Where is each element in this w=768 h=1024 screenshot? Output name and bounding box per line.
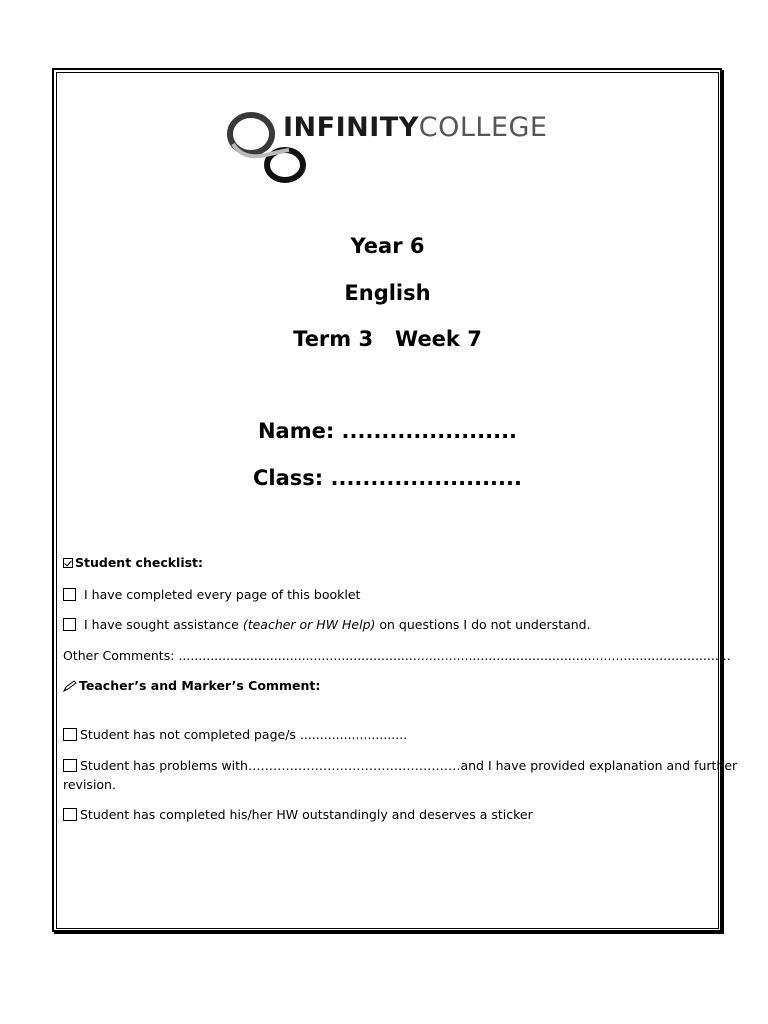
logo-text-bold: INFINITY bbox=[283, 112, 419, 143]
college-logo bbox=[227, 108, 557, 186]
other-comments-line: Other Comments: ........................................................................................................................................... bbox=[63, 648, 731, 663]
checkbox-icon[interactable] bbox=[63, 588, 76, 601]
checkbox-icon[interactable] bbox=[63, 618, 76, 631]
teacher-heading-text: Teacher’s and Marker’s Comment: bbox=[79, 678, 321, 693]
logo-wordmark bbox=[283, 112, 547, 144]
teacher-item-problems-continued: revision. bbox=[63, 777, 116, 792]
teacher-item-outstanding bbox=[63, 807, 533, 823]
page-border-shadow-bottom bbox=[54, 931, 724, 934]
teacher-comment-heading bbox=[63, 678, 320, 696]
checklist-item-label: I have completed every page of this booklet bbox=[84, 587, 361, 602]
checklist-heading-text: Student checklist: bbox=[75, 555, 204, 570]
checked-box-icon bbox=[63, 558, 73, 568]
checkbox-icon[interactable] bbox=[63, 808, 77, 821]
checkbox-icon[interactable] bbox=[63, 759, 77, 772]
year-heading: Year 6 bbox=[350, 234, 425, 258]
page-border-inner bbox=[56, 72, 719, 929]
checklist-item-italic: (teacher or HW Help) bbox=[242, 617, 376, 632]
subject-heading: English bbox=[344, 281, 431, 305]
logo-text-light: COLLEGE bbox=[418, 112, 548, 143]
checklist-item-label-end: on questions I do not understand. bbox=[375, 617, 591, 632]
teacher-item-not-completed bbox=[63, 727, 407, 743]
term-week-heading: Term 3 Week 7 bbox=[293, 327, 482, 351]
name-field: Name: ...................... bbox=[257, 419, 518, 443]
teacher-item-label: Student has not completed page/s ........................... bbox=[80, 727, 408, 742]
class-field: Class: ........................ bbox=[253, 466, 522, 490]
teacher-item-problems bbox=[63, 758, 737, 774]
page-border-shadow-right bbox=[721, 70, 724, 934]
checklist-item-completed bbox=[63, 587, 360, 603]
student-checklist-heading bbox=[63, 555, 203, 571]
pencil-icon bbox=[63, 680, 77, 696]
teacher-item-label: Student has completed his/her HW outstandingly and deserves a sticker bbox=[80, 807, 533, 822]
checklist-item-label: I have sought assistance bbox=[84, 617, 243, 632]
teacher-item-label: Student has problems with……………………………………………and I have provided explanation and further bbox=[80, 758, 738, 773]
checklist-item-assistance bbox=[63, 617, 591, 633]
checkbox-icon[interactable] bbox=[63, 728, 77, 741]
